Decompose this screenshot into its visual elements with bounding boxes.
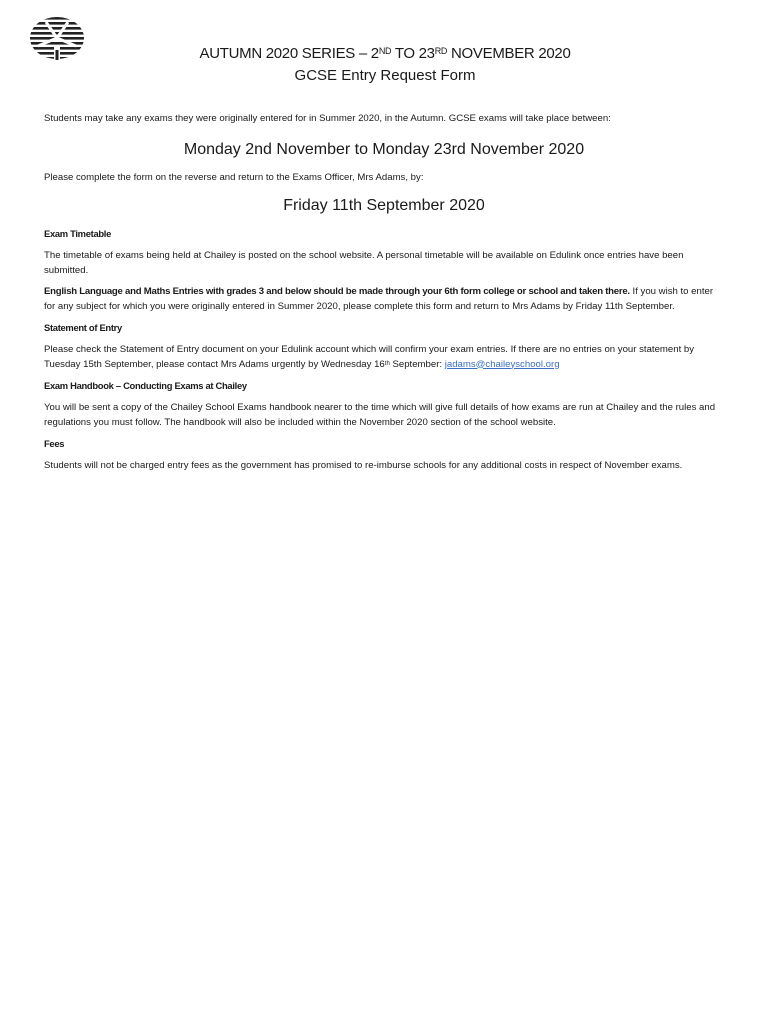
deadline-date: Friday 11th September 2020 <box>283 197 485 214</box>
statement-body: Please check the Statement of Entry document on your Edulink account which will confirm your exam entries. If there are no entries on your statement by Tuesday 15th September, please contact Mrs Adams urgently by Wednesday 16th September: jadams@chaileyschool.org <box>44 344 695 370</box>
handbook-heading: Exam Handbook – Conducting Exams at Chailey <box>44 380 247 391</box>
english-maths-body: If you wish to enter for any subject for which you were originally entered in Summer 2020, please complete this form and return to Mrs Adams by Friday 11th September. <box>44 286 714 312</box>
exam-dates: Monday 2nd November to Monday 23rd November 2020 <box>183 140 585 158</box>
document-body <box>44 112 724 474</box>
timetable-heading: Exam Timetable <box>44 228 112 239</box>
fees-body: Students will not be charged entry fees as the government has promised to re-imburse schools for any additional costs in respect of November exams. <box>44 460 683 471</box>
form-title <box>0 44 770 87</box>
handbook-body: You will be sent a copy of the Chailey School Exams handbook nearer to the time which will give full details of how exams are run at Chailey and the rules and regulations you must follow. The handbook will also be included within the November 2020 section of the school website. <box>44 402 716 428</box>
english-maths-bold: English Language and Maths Entries with grades 3 and below should be made through your 6th form college or school and taken there. <box>44 286 630 297</box>
email-link[interactable]: jadams@chaileyschool.org <box>444 358 560 370</box>
return-instruction: Please complete the form on the reverse and return to the Exams Officer, Mrs Adams, by: <box>44 171 424 183</box>
form-subtitle: GCSE Entry Request Form <box>294 67 476 84</box>
series-title: AUTUMN 2020 SERIES – 2ND TO 23RD NOVEMBER 2020 <box>199 45 571 62</box>
intro-text: Students may take any exams they were originally entered for in Summer 2020, in the Autumn. GCSE exams will take place between: <box>44 113 611 124</box>
statement-heading: Statement of Entry <box>44 322 122 333</box>
english-maths-paragraph <box>44 285 724 314</box>
fees-heading: Fees <box>44 438 65 449</box>
timetable-body: The timetable of exams being held at Chailey is posted on the school website. A personal timetable will be available on Edulink once entries have been submitted. <box>44 250 684 276</box>
